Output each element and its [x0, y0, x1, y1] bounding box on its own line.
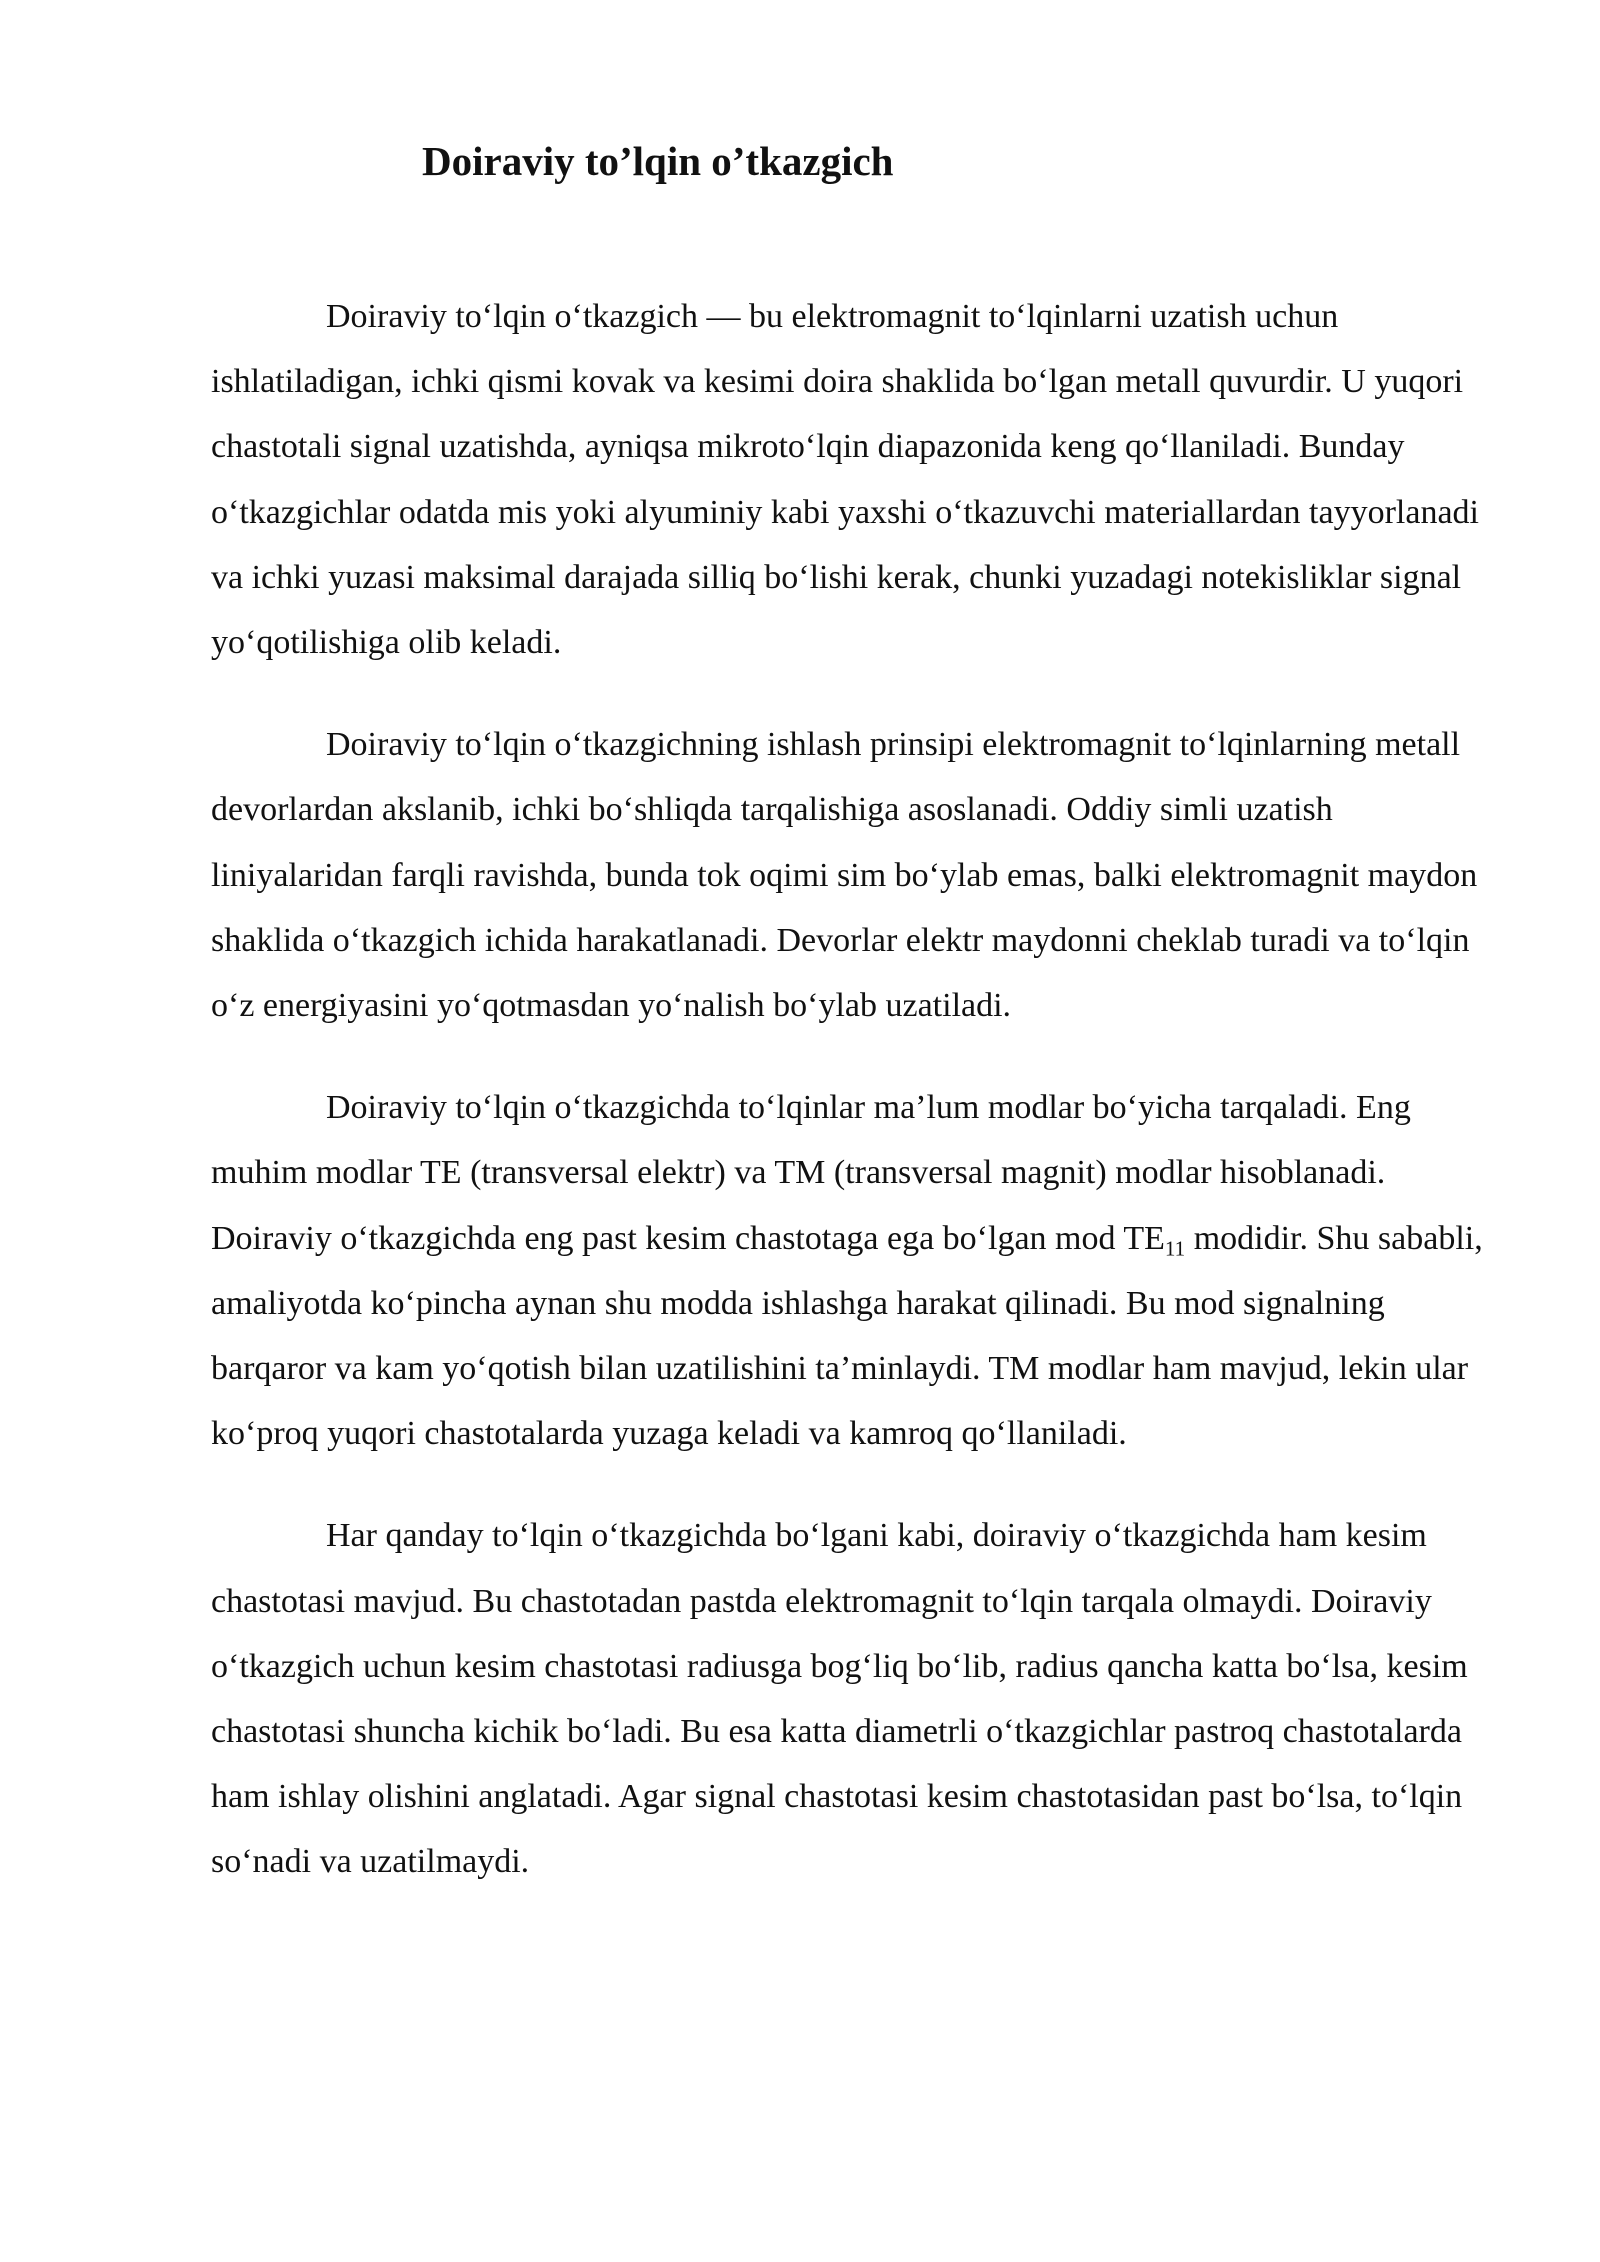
- paragraph-modes: [211, 1075, 1499, 1466]
- paragraph-modes-text-before: Doiraviy to‘lqin o‘tkazgichda to‘lqinlar ma’lum modlar bo‘yicha tarqaladi. Eng muhim modlar TE (transversal elektr) va TM (transversal magnit) modlar hisoblanadi. Doiraviy o‘tkazgichda eng past kesim chastotaga ega bo‘lgan mod TE: [211, 1089, 1411, 1257]
- paragraph-modes-text-after: modidir. Shu sababli, amaliyotda ko‘pincha aynan shu modda ishlashga harakat qilinadi. Bu mod signalning barqaror va kam yo‘qotish bilan uzatilishini ta’minlaydi. TM modlar ham mavjud, lekin ular ko‘proq yuqori chastotalarda yuzaga keladi va kamroq qo‘llaniladi.: [211, 1219, 1483, 1453]
- document-title: Doiraviy to’lqin o’tkazgich: [422, 138, 894, 184]
- paragraph-working-principle: Doiraviy to‘lqin o‘tkazgichning ishlash prinsipi elektromagnit to‘lqinlarning metall devorlardan akslanib, ichki bo‘shliqda tarqalishiga asoslanadi. Oddiy simli uzatish liniyalaridan farqli ravishda, bunda tok oqimi sim bo‘ylab emas, balki elektromagnit maydon shaklida o‘tkazgich ichida harakatlanadi. Devorlar elektr maydonni cheklab turadi va to‘lqin o‘z energiyasini yo‘qotmasdan yo‘nalish bo‘ylab uzatiladi.: [211, 726, 1478, 1025]
- mode-subscript: 11: [1164, 1235, 1186, 1260]
- paragraph-definition: Doiraviy to‘lqin o‘tkazgich — bu elektromagnit to‘lqinlarni uzatish uchun ishlatiladigan, ichki qismi kovak va kesimi doira shaklida bo‘lgan metall quvurdir. U yuqori chastotali signal uzatishda, ayniqsa mikroto‘lqin diapazonida keng qo‘llaniladi. Bunday o‘tkazgichlar odatda mis yoki alyuminiy kabi yaxshi o‘tkazuvchi materiallardan tayyorlanadi va ichki yuzasi maksimal darajada silliq bo‘lishi kerak, chunki yuzadagi notekisliklar signal yo‘qotilishiga olib keladi.: [211, 298, 1479, 662]
- document-body: [211, 284, 1499, 1932]
- paragraph-cutoff-frequency: Har qanday to‘lqin o‘tkazgichda bo‘lgani kabi, doiraviy o‘tkazgichda ham kesim chastotasi mavjud. Bu chastotadan pastda elektromagnit to‘lqin tarqala olmaydi. Doiraviy o‘tkazgich uchun kesim chastotasi radiusga bog‘liq bo‘lib, radius qancha katta bo‘lsa, kesim chastotasi shuncha kichik bo‘ladi. Bu esa katta diametrli o‘tkazgichlar pastroq chastotalarda ham ishlay olishini anglatadi. Agar signal chastotasi kesim chastotasidan past bo‘lsa, to‘lqin so‘nadi va uzatilmaydi.: [211, 1517, 1468, 1881]
